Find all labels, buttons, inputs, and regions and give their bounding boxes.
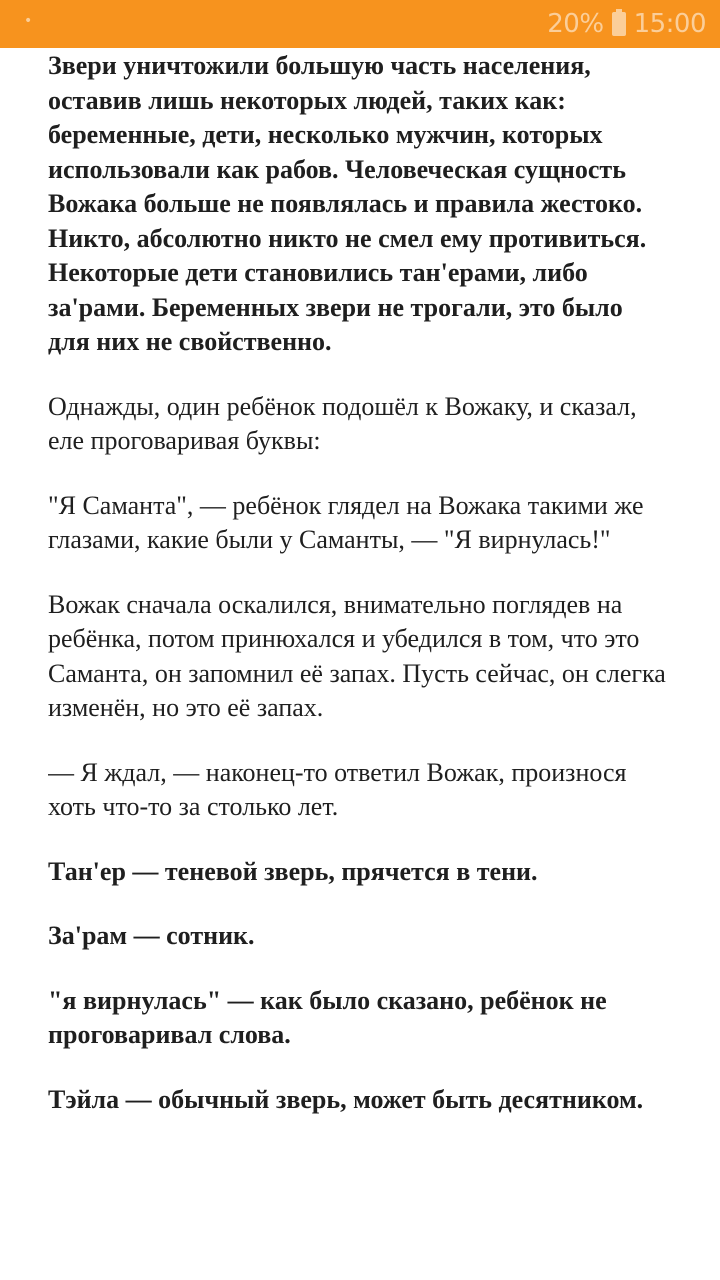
text-paragraph: Вожак сначала оскалился, внимательно поглядев на ребёнка, потом принюхался и убедился в том, что это Саманта, он запомнил её запах. Пусть сейчас, он слегка изменён, но это её запах.	[48, 589, 666, 722]
clock-time: 15:00	[633, 9, 706, 39]
footnote: За'рам — сотник.	[48, 921, 255, 950]
notification-dot-icon: •	[24, 13, 33, 29]
status-bar	[0, 0, 720, 48]
text-paragraph: Звери уничтожили большую часть населения, оставив лишь некоторых людей, таких как: беременные, дети, несколько мужчин, которых использовали как рабов. Человеческая сущность Вожака больше не появлялась и правила жестоко. Никто, абсолютно никто не смел ему противиться. Некоторые дети становились тан'ерами, либо за'рами. Беременных звери не трогали, это было для них не свойственно.	[48, 51, 647, 356]
text-paragraph: "Я Саманта", — ребёнок глядел на Вожака такими же глазами, какие были у Саманты, — "Я вирнулась!"	[48, 490, 644, 554]
status-indicators	[547, 6, 706, 42]
text-paragraph: Однажды, один ребёнок подошёл к Вожаку, и сказал, еле проговаривая буквы:	[48, 391, 637, 455]
footnote: Тан'ер — теневой зверь, прячется в тени.	[48, 856, 538, 886]
reader-content[interactable]	[48, 48, 668, 1280]
battery-icon	[612, 12, 626, 36]
footnote: "я вирнулась" — как было сказано, ребёнок не проговаривал слова.	[48, 985, 607, 1049]
battery-percent: 20%	[547, 9, 604, 39]
footnote: Тэйла — обычный зверь, может быть десятником.	[48, 1084, 644, 1114]
text-paragraph: — Я ждал, — наконец-то ответил Вожак, произнося хоть что-то за столько лет.	[48, 757, 627, 821]
